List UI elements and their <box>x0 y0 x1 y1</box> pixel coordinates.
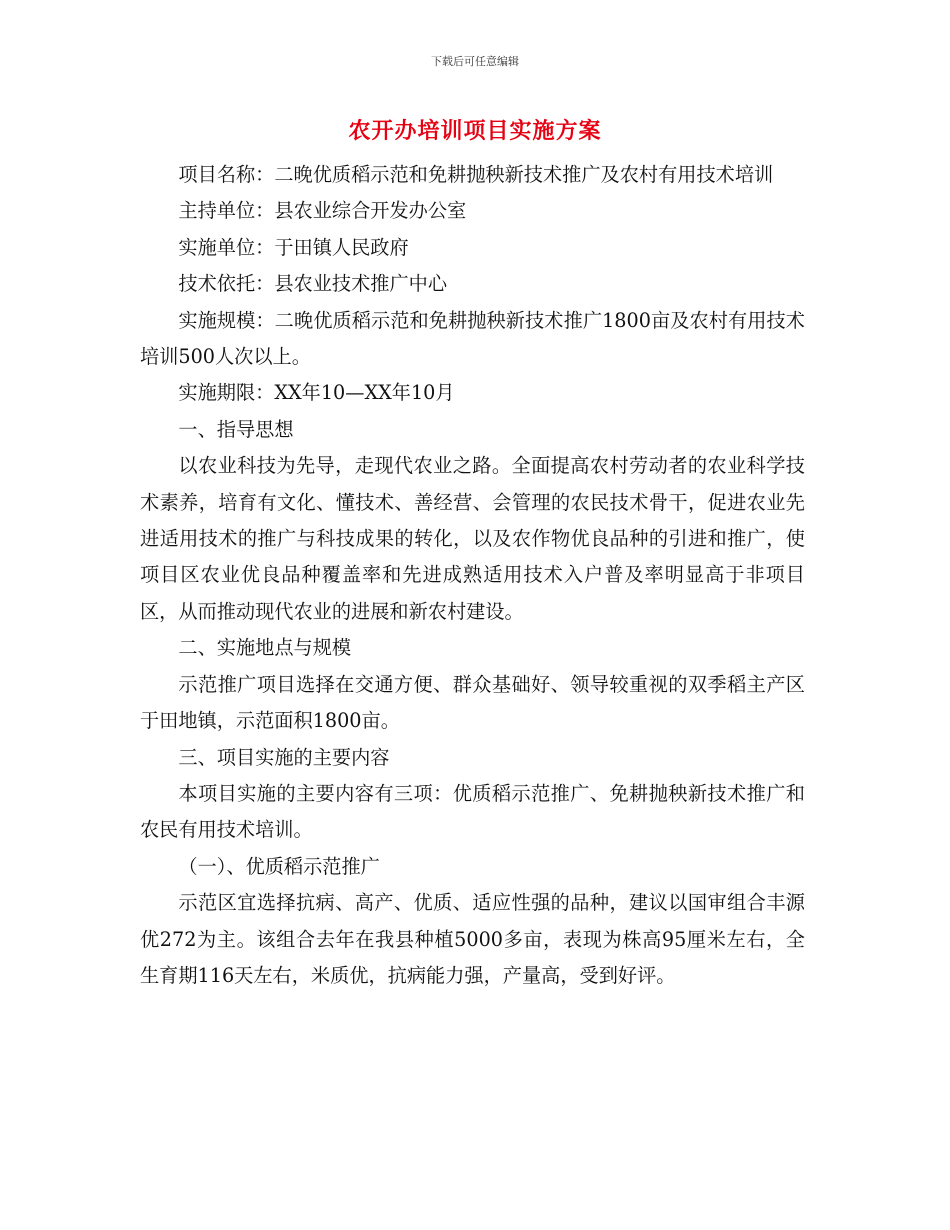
project-name-line: 项目名称：二晚优质稻示范和免耕抛秧新技术推广及农村有用技术培训 <box>178 163 774 186</box>
technical-support-line: 技术依托：县农业技术推广中心 <box>178 272 448 296</box>
quality-rice-paragraph: 示范区宜选择抗病、高产、优质、适应性强的品种，建议以国审组合丰源优272为主。该组合去年在我县种植5000多亩，表现为株高95厘米左右，全生育期116天左右，米质优，抗病能力强，产量高，受到好评。 <box>140 891 805 987</box>
document-body <box>140 157 805 994</box>
guiding-ideology-paragraph: 以农业科技为先导，走现代农业之路。全面提高农村劳动者的农业科学技术素养，培育有文化、懂技术、善经营、会管理的农民技术骨干，促进农业先进适用技术的推广与科技成果的转化，以及农作物优良品种的引进和推广，使项目区农业优良品种覆盖率和先进成熟适用技术入户普及率明显高于非项目区，从而推动现代农业的进展和新农村建设。 <box>140 454 805 623</box>
main-content-paragraph: 本项目实施的主要内容有三项：优质稻示范推广、免耕抛秧新技术推广和农民有用技术培训。 <box>140 781 805 842</box>
location-scale-paragraph: 示范推广项目选择在交通方便、群众基础好、领导较重视的双季稻主产区于田地镇，示范面积1800亩。 <box>140 672 805 733</box>
section-heading-main-content: 三、项目实施的主要内容 <box>178 745 390 769</box>
section-heading-guiding-ideology: 一、指导思想 <box>178 417 294 441</box>
section-heading-location-scale: 二、实施地点与规模 <box>178 636 352 660</box>
page-header-note: 下载后可任意编辑 <box>431 55 519 68</box>
implementing-unit-line: 实施单位：于田镇人民政府 <box>178 235 409 259</box>
subsection-heading-quality-rice: （一）、优质稻示范推广 <box>178 854 380 878</box>
scale-line: 实施规模：二晚优质稻示范和免耕抛秧新技术推广1800亩及农村有用技术培训500人次以上。 <box>140 308 805 369</box>
period-line: 实施期限：XX年10—XX年10月 <box>178 381 455 405</box>
host-unit-line: 主持单位：县农业综合开发办公室 <box>178 199 467 223</box>
document-title: 农开办培训项目实施方案 <box>348 118 602 144</box>
